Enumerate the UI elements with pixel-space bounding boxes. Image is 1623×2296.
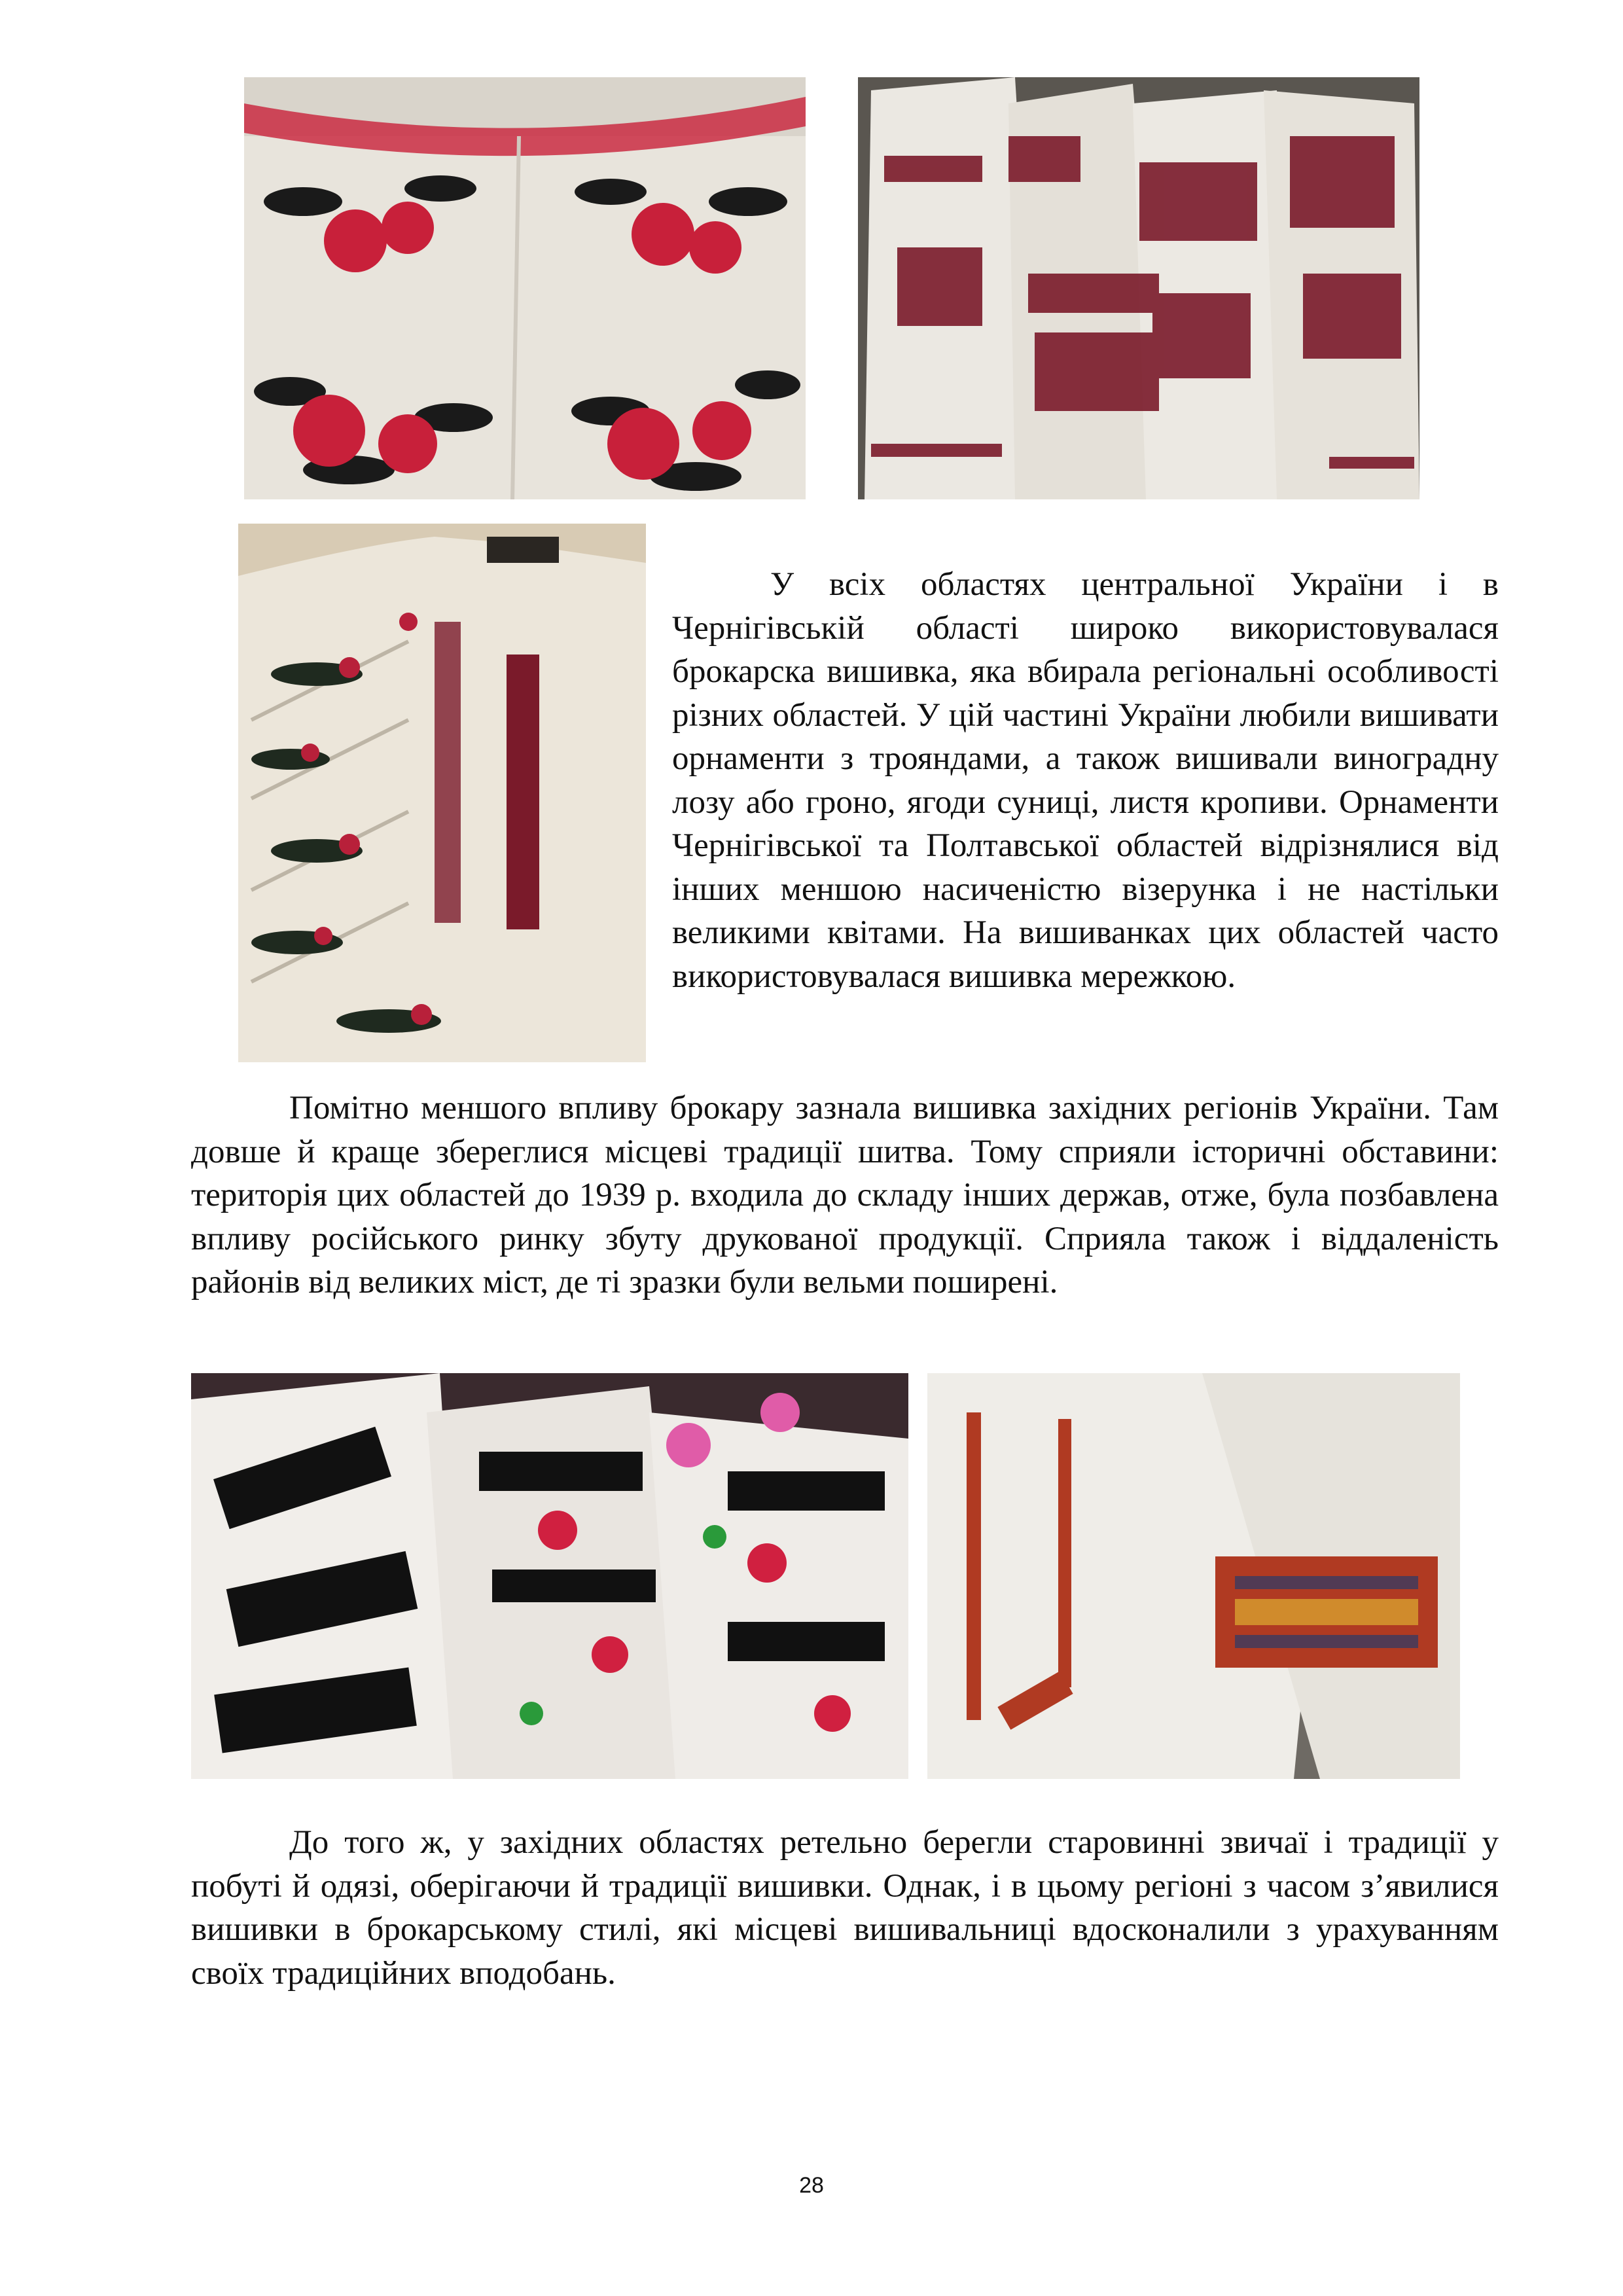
paragraph-western-regions: Помітно меншого впливу брокару зазнала вишивка західних регіонів України. Там довше й краще збереглися місцеві традиції шитва. Тому сприяли історичні обставини: територія цих областей до 1939 р. входила до складу інших держав, отже, була позбавлена впливу російського ринку збуту друкованої продукції. Сприяла також і віддаленість районів від великих міст, де ті зразки були вельми поширені. bbox=[191, 1090, 1499, 1300]
photo-rose-embroidered-shirt bbox=[244, 77, 806, 499]
photo-dark-pattern-shirts bbox=[858, 77, 1419, 499]
page-number: 28 bbox=[799, 2173, 824, 2198]
photo-western-geometric-shirt bbox=[927, 1373, 1460, 1779]
photo-chernihiv-openwork-shirt bbox=[238, 524, 646, 1062]
paragraph-central-ukraine: У всіх областях центральної України і в Чернігівській області широко використовувалася брокарска вишивка, яка вбирала регіональні особливості різних областей. У цій частині України любили вишивати орнаменти з трояндами, а також вишивали виноградну лозу або гроно, ягоди суниці, листя кропиви. Орнаменти Чернігівської та Полтавської областей відрізнялися від інших меншою насиченістю візерунка і не настільки великими квітами. На вишиванках цих областей часто використовувалася вишивка мережкою. bbox=[672, 566, 1499, 995]
paragraph-western-traditions: До того ж, у західних областях ретельно берегли старовинні звичаї і традиції у побуті й одязі, оберігаючи й традиції вишивки. Однак, і в цьому регіоні з часом з’явилися вишивки в брокарському стилі, які місцеві вишивальниці вдосконалили з урахуванням своїх традиційних вподобань. bbox=[191, 1824, 1499, 1992]
photo-colorful-shirts-pile bbox=[191, 1373, 908, 1779]
